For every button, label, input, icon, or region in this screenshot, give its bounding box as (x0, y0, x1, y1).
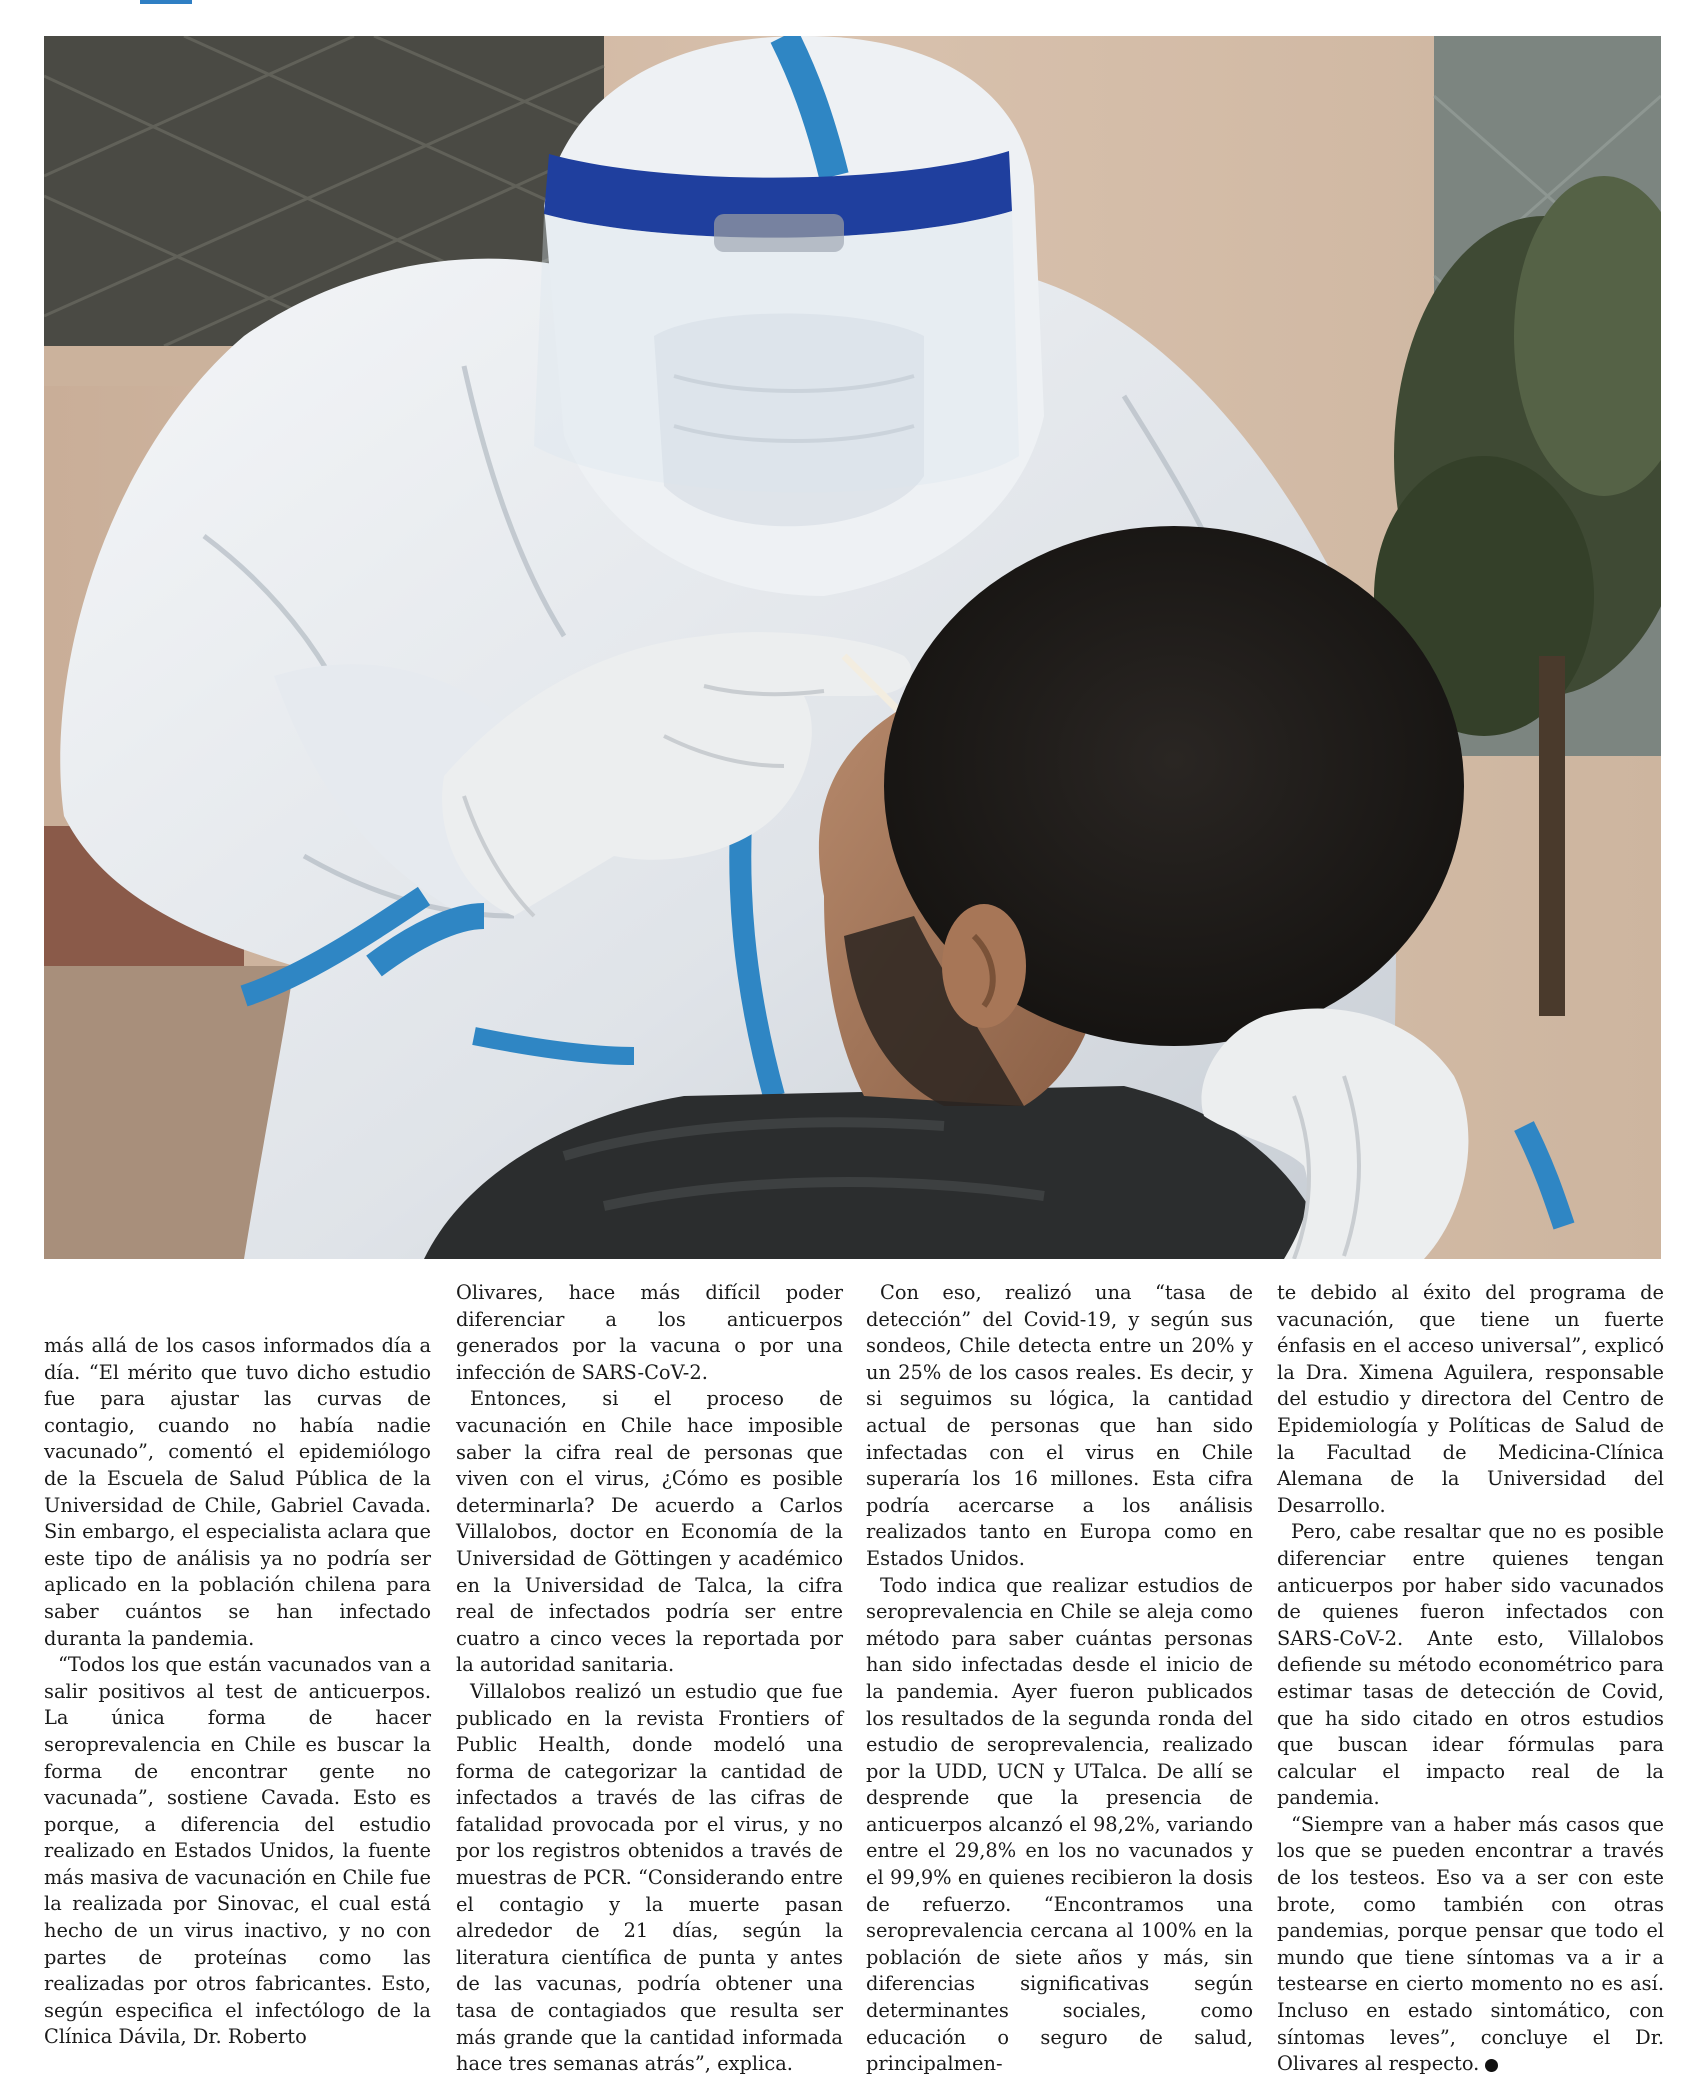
article-column-3 (866, 1280, 1253, 2078)
paragraph: Olivares, hace más difícil poder diferenciar a los anticuerpos generados por la vacuna o por una infección de SARS-CoV-2. (456, 1281, 843, 1384)
paragraph: “Todos los que están vacunados van a salir positivos al test de anticuerpos. La única forma de hacer seroprevalencia en Chile es buscar la forma de encontrar gente no vacunada”, sostiene Cavada. Esto es porque, a diferencia del estudio realizado en Estados Unidos, la fuente más masiva de vacunación en Chile fue la realizada por Sinovac, el cual está hecho de un virus inactivo, y no con partes de proteínas como las realizadas por otros fabricantes. Esto, según especifica el infectólogo de la Clínica Dávila, Dr. Roberto (44, 1653, 431, 2049)
paragraph: Entonces, si el proceso de vacunación en Chile hace imposible saber la cifra real de personas que viven con el virus, ¿Cómo es posible determinarla? De acuerdo a Carlos Villalobos, doctor en Economía de la Universidad de Göttingen y académico en la Universidad de Talca, la cifra real de infectados podría ser entre cuatro a cinco veces la reportada por la autoridad sanitaria. (456, 1387, 843, 1677)
article-column-4 (1277, 1280, 1664, 2078)
end-of-article-icon (1485, 2059, 1498, 2072)
paragraph: Villalobos realizó un estudio que fue publicado en la revista Frontiers of Public Health, donde modeló una forma de categorizar la cantidad de infectados a través de las cifras de fatalidad provocada por el virus, y no por los registros obtenidos a través de muestras de PCR. “Considerando entre el contagio y la muerte pasan alrededor de 21 días, según la literatura científica de punta y antes de las vacunas, podría obtener una tasa de contagiados que resulta ser más grande que la cantidad informada hace tres semanas atrás”, explica. (456, 1679, 843, 2076)
article-column-2 (456, 1280, 843, 2078)
paragraph: te debido al éxito del programa de vacunación, que tiene un fuerte énfasis en el acceso universal”, explicó la Dra. Ximena Aguilera, responsable del estudio y directora del Centro de Epidemiología y Políticas de Salud de la Facultad de Medicina-Clínica Alemana de la Universidad del Desarrollo. (1277, 1281, 1664, 1517)
article-photo (44, 36, 1661, 1259)
paragraph-final (1277, 1812, 1664, 2078)
paragraph-final-text: “Siempre van a haber más casos que los que se pueden encontrar a través de los testeos. Eso va a ser con este brote, como también con otras pandemias, porque pensar que todo el mundo que tiene síntomas va a ir a testearse en cierto momento no es así. Incluso en estado sintomático, con síntomas leves”, concluye el Dr. Olivares al respecto. (1277, 1812, 1664, 2076)
article-body (44, 1280, 1664, 2076)
photo-illustration (44, 36, 1661, 1259)
article-column-1 (44, 1280, 431, 2051)
paragraph: Con eso, realizó una “tasa de detección” del Covid-19, y según sus sondeos, Chile detecta entre un 20% y un 25% de los casos reales. Es decir, y si seguimos su lógica, la cantidad actual de personas que han sido infectadas con el virus en Chile superaría los 16 millones. Esta cifra podría acercarse a los análisis realizados tanto en Europa como en Estados Unidos. (866, 1281, 1253, 1570)
paragraph: más allá de los casos informados día a día. “El mérito que tuvo dicho estudio fue para ajustar las curvas de contagio, cuando no había nadie vacunado”, comentó el epidemiólogo de la Escuela de Salud Pública de la Universidad de Chile, Gabriel Cavada. Sin embargo, el especialista aclara que este tipo de análisis ya no podría ser aplicado en la población chilena para saber cuántos se han infectado duranta la pandemia. (44, 1334, 431, 1650)
section-accent-bar (140, 0, 192, 4)
paragraph: Todo indica que realizar estudios de seroprevalencia en Chile se aleja como método para saber cuántas personas han sido infectadas desde el inicio de la pandemia. Ayer fueron publicados los resultados de la segunda ronda del estudio de seroprevalencia, realizado por la UDD, UCN y UTalca. De allí se desprende que la presencia de anticuerpos alcanzó el 98,2%, variando entre el 29,8% en los no vacunados y el 99,9% en quienes recibieron la dosis de refuerzo. “Encontramos una seroprevalencia cercana al 100% en la población de siete años y más, sin diferencias significativas según determinantes sociales, como educación o seguro de salud, principalmen- (866, 1573, 1253, 2076)
paragraph: Pero, cabe resaltar que no es posible diferenciar entre quienes tengan anticuerpos por haber sido vacunados de quienes fueron infectados con SARS-CoV-2. Ante esto, Villalobos defiende su método econométrico para estimar tasas de detección de Covid, que ha sido citado en otros estudios que buscan idear fórmulas para calcular el impacto real de la pandemia. (1277, 1520, 1664, 1810)
